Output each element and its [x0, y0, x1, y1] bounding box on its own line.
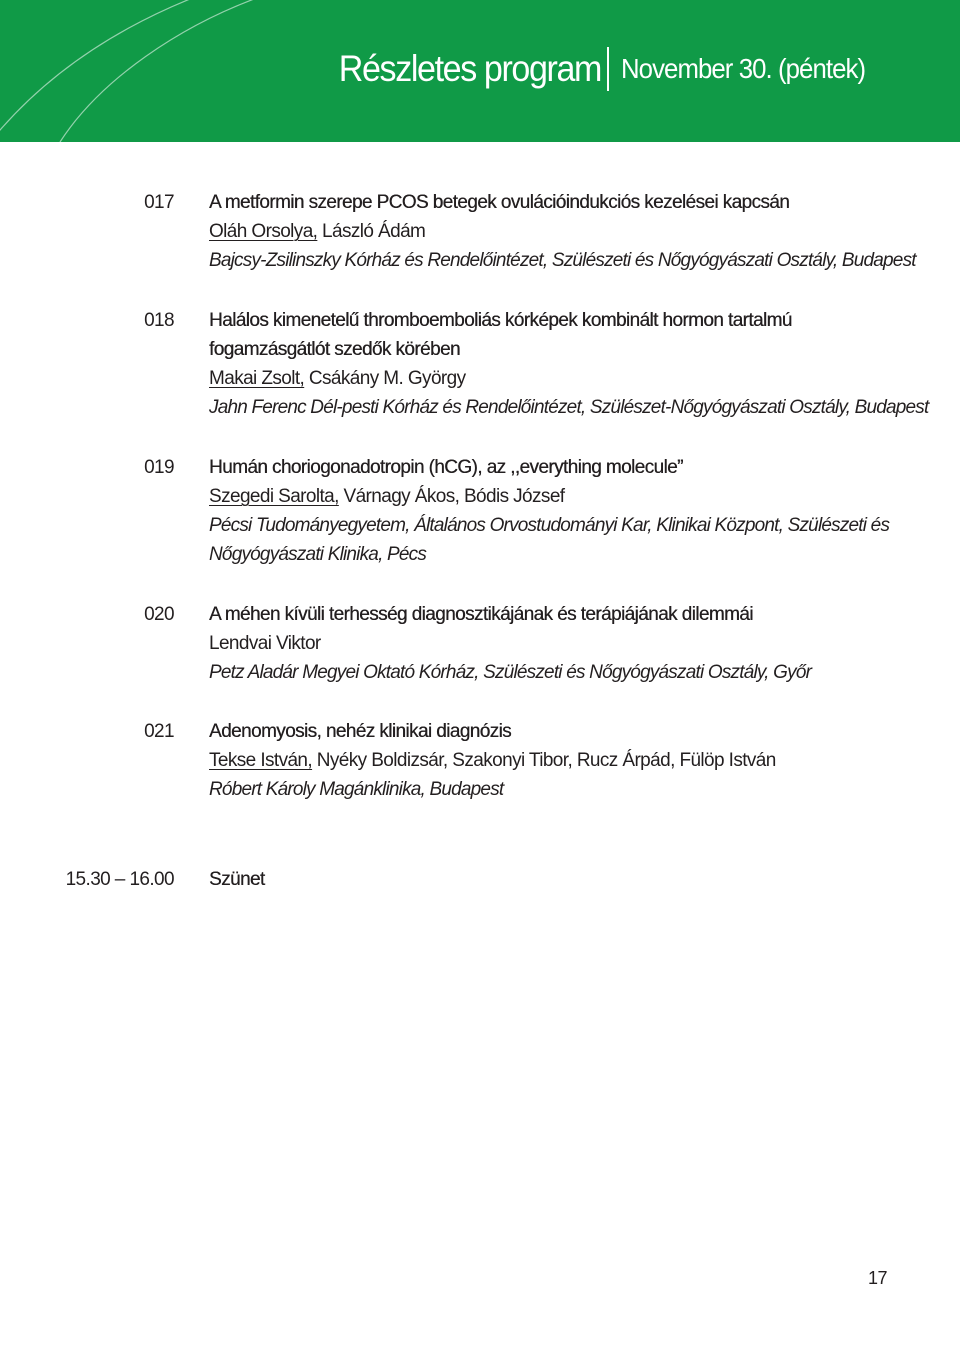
entry-number: 021	[144, 721, 174, 742]
entry-institution: Bajcsy-Zsilinszky Kórház és Rendelőintézet, Szülészeti és Nőgyógyászati Osztály, Budapest	[209, 250, 916, 271]
presenter-name: Tekse István,	[209, 750, 313, 771]
page-title: Részletes program	[338, 48, 601, 89]
entry-number: 017	[144, 192, 174, 213]
page-subtitle: November 30. (péntek)	[620, 53, 865, 84]
entry-body	[209, 600, 909, 687]
entry-authors	[209, 746, 909, 775]
presenter-name: Makai Zsolt,	[209, 368, 305, 389]
page-header	[0, 0, 960, 142]
entry-title: A méhen kívüli terhesség diagnosztikájának és terápiájának dilemmái	[209, 604, 753, 625]
break-body	[209, 865, 909, 894]
coauthor-names: Csákány M. György	[304, 368, 466, 389]
entry-body	[209, 453, 909, 569]
entry-authors	[209, 364, 909, 393]
title-divider	[607, 47, 609, 91]
entry-authors	[209, 482, 909, 511]
break-label: Szünet	[209, 869, 265, 890]
presenter-name: Szegedi Sarolta,	[209, 486, 339, 507]
entry-body	[209, 717, 909, 804]
entry-title: Adenomyosis, nehéz klinikai diagnózis	[209, 721, 512, 742]
presenter-name: Oláh Orsolya,	[209, 221, 318, 242]
coauthor-names: Lendvai Viktor	[209, 633, 321, 654]
entry-number: 020	[144, 604, 174, 625]
break-time: 15.30 – 16.00	[65, 869, 174, 890]
coauthor-names: László Ádám	[317, 221, 426, 242]
page-number: 17	[868, 1268, 888, 1288]
entry-body	[209, 188, 916, 275]
header-title-group	[316, 44, 886, 94]
entry-institution: Róbert Károly Magánklinika, Budapest	[209, 779, 504, 800]
coauthor-names: Várnagy Ákos, Bódis József	[338, 486, 565, 507]
coauthor-names: Nyéky Boldizsár, Szakonyi Tibor, Rucz Árpád, Fülöp István	[312, 750, 776, 771]
entry-number: 019	[144, 457, 174, 478]
entry-institution: Pécsi Tudományegyetem, Általános Orvostudományi Kar, Klinikai Központ, Szülészeti és	[209, 515, 890, 536]
entry-body	[209, 306, 929, 422]
entry-institution: Jahn Ferenc Dél-pesti Kórház és Rendelőintézet, Szülészet-Nőgyógyászati Osztály, Budapest	[209, 397, 929, 418]
entry-institution-continued: Nőgyógyászati Klinika, Pécs	[209, 544, 427, 565]
entry-number: 018	[144, 310, 174, 331]
entry-authors	[209, 217, 909, 246]
entry-authors	[209, 629, 909, 658]
entry-institution: Petz Aladár Megyei Oktató Kórház, Szülészeti és Nőgyógyászati Osztály, Győr	[209, 662, 812, 683]
entry-title: Halálos kimenetelű thromboemboliás kórképek kombinált hormon tartalmú	[209, 310, 792, 331]
entry-title: Humán choriogonadotropin (hCG), az ,,everything molecule”	[209, 457, 683, 478]
entry-title-continued: fogamzásgátlót szedők körében	[209, 339, 460, 360]
entry-title: A metformin szerepe PCOS betegek ovulációindukciós kezelései kapcsán	[209, 192, 790, 213]
